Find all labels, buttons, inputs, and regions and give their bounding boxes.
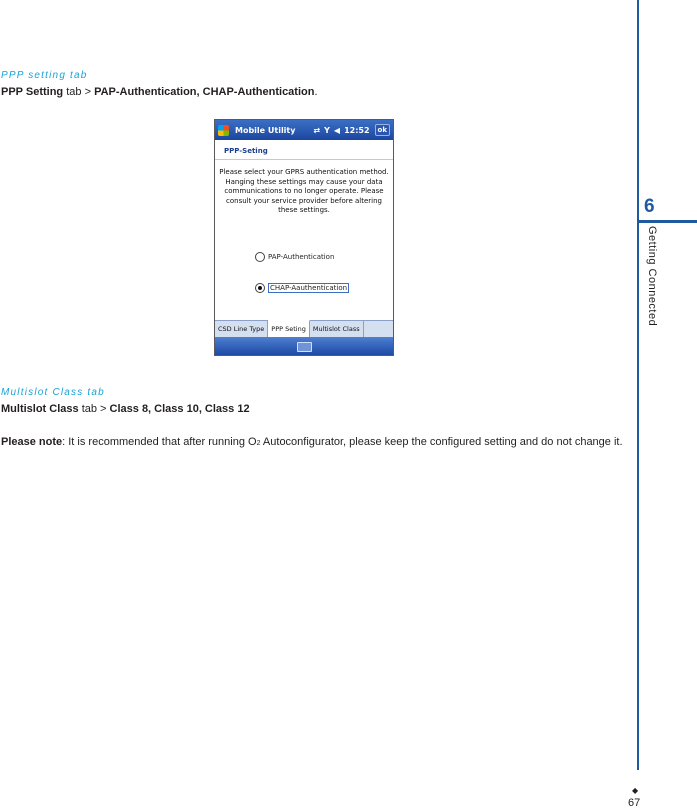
ppp-period: .: [314, 86, 318, 98]
note-paragraph: [1, 435, 631, 451]
note-text-after: Autoconfigurator, please keep the configured setting and do not change it.: [260, 436, 623, 448]
device-tab-strip: [215, 320, 393, 338]
device-divider: [215, 159, 393, 160]
windows-logo-icon[interactable]: [218, 125, 229, 136]
volume-icon[interactable]: ◀: [333, 125, 341, 135]
tab-ppp-seting[interactable]: PPP Seting: [268, 320, 310, 338]
chap-option[interactable]: [255, 283, 349, 293]
signal-icon[interactable]: Y: [324, 125, 330, 135]
ppp-tab-label: tab >: [66, 86, 91, 98]
device-tab-heading: PPP-Seting: [224, 147, 268, 155]
multislot-line: [1, 403, 250, 415]
ppp-setting-line: [1, 86, 318, 98]
ppp-values: PAP-Authentication, CHAP-Authentication: [94, 86, 315, 98]
chapter-title: Getting Connected: [646, 226, 658, 327]
chapter-underline: [638, 220, 697, 223]
tab-csd-line-type[interactable]: CSD Line Type: [215, 321, 268, 338]
ppp-section-heading: PPP setting tab: [1, 70, 88, 81]
note-label: Please note: [1, 436, 63, 448]
chap-label[interactable]: CHAP-Aauthentication: [270, 284, 348, 292]
multislot-tab-label: tab >: [81, 403, 107, 415]
multislot-section-heading: Multislot Class tab: [1, 387, 105, 398]
device-title-bar: [215, 120, 393, 140]
ok-button[interactable]: ok: [375, 124, 390, 136]
device-app-title: Mobile Utility: [235, 125, 296, 135]
note-text-before: : It is recommended that after running O: [62, 436, 257, 448]
device-menu-bar: [215, 337, 393, 355]
chap-radio[interactable]: [255, 283, 265, 293]
page-number: 67: [628, 797, 641, 809]
sidebar-rule: [637, 0, 639, 770]
device-message: Please select your GPRS authentication method. Hanging these settings may cause your data communications to no longer operate. Please consult your service provider before altering these settings.: [219, 168, 389, 214]
pap-radio[interactable]: [255, 252, 265, 262]
pap-option[interactable]: [255, 252, 334, 262]
connectivity-icon[interactable]: ⇄: [313, 125, 321, 135]
pap-label[interactable]: PAP-Authentication: [268, 253, 335, 261]
tab-multislot-class[interactable]: Multislot Class: [310, 321, 364, 338]
chapter-number: 6: [644, 196, 655, 217]
status-icons: [313, 126, 340, 135]
device-screenshot: [214, 119, 394, 356]
keyboard-icon[interactable]: [297, 342, 312, 352]
multislot-label: Multislot Class: [1, 403, 79, 415]
multislot-values: Class 8, Class 10, Class 12: [109, 403, 250, 415]
device-time: 12:52: [344, 125, 370, 135]
diamond-icon: ◆: [632, 786, 639, 795]
ppp-setting-label: PPP Setting: [1, 86, 64, 98]
note-subscript: 2: [256, 440, 261, 447]
